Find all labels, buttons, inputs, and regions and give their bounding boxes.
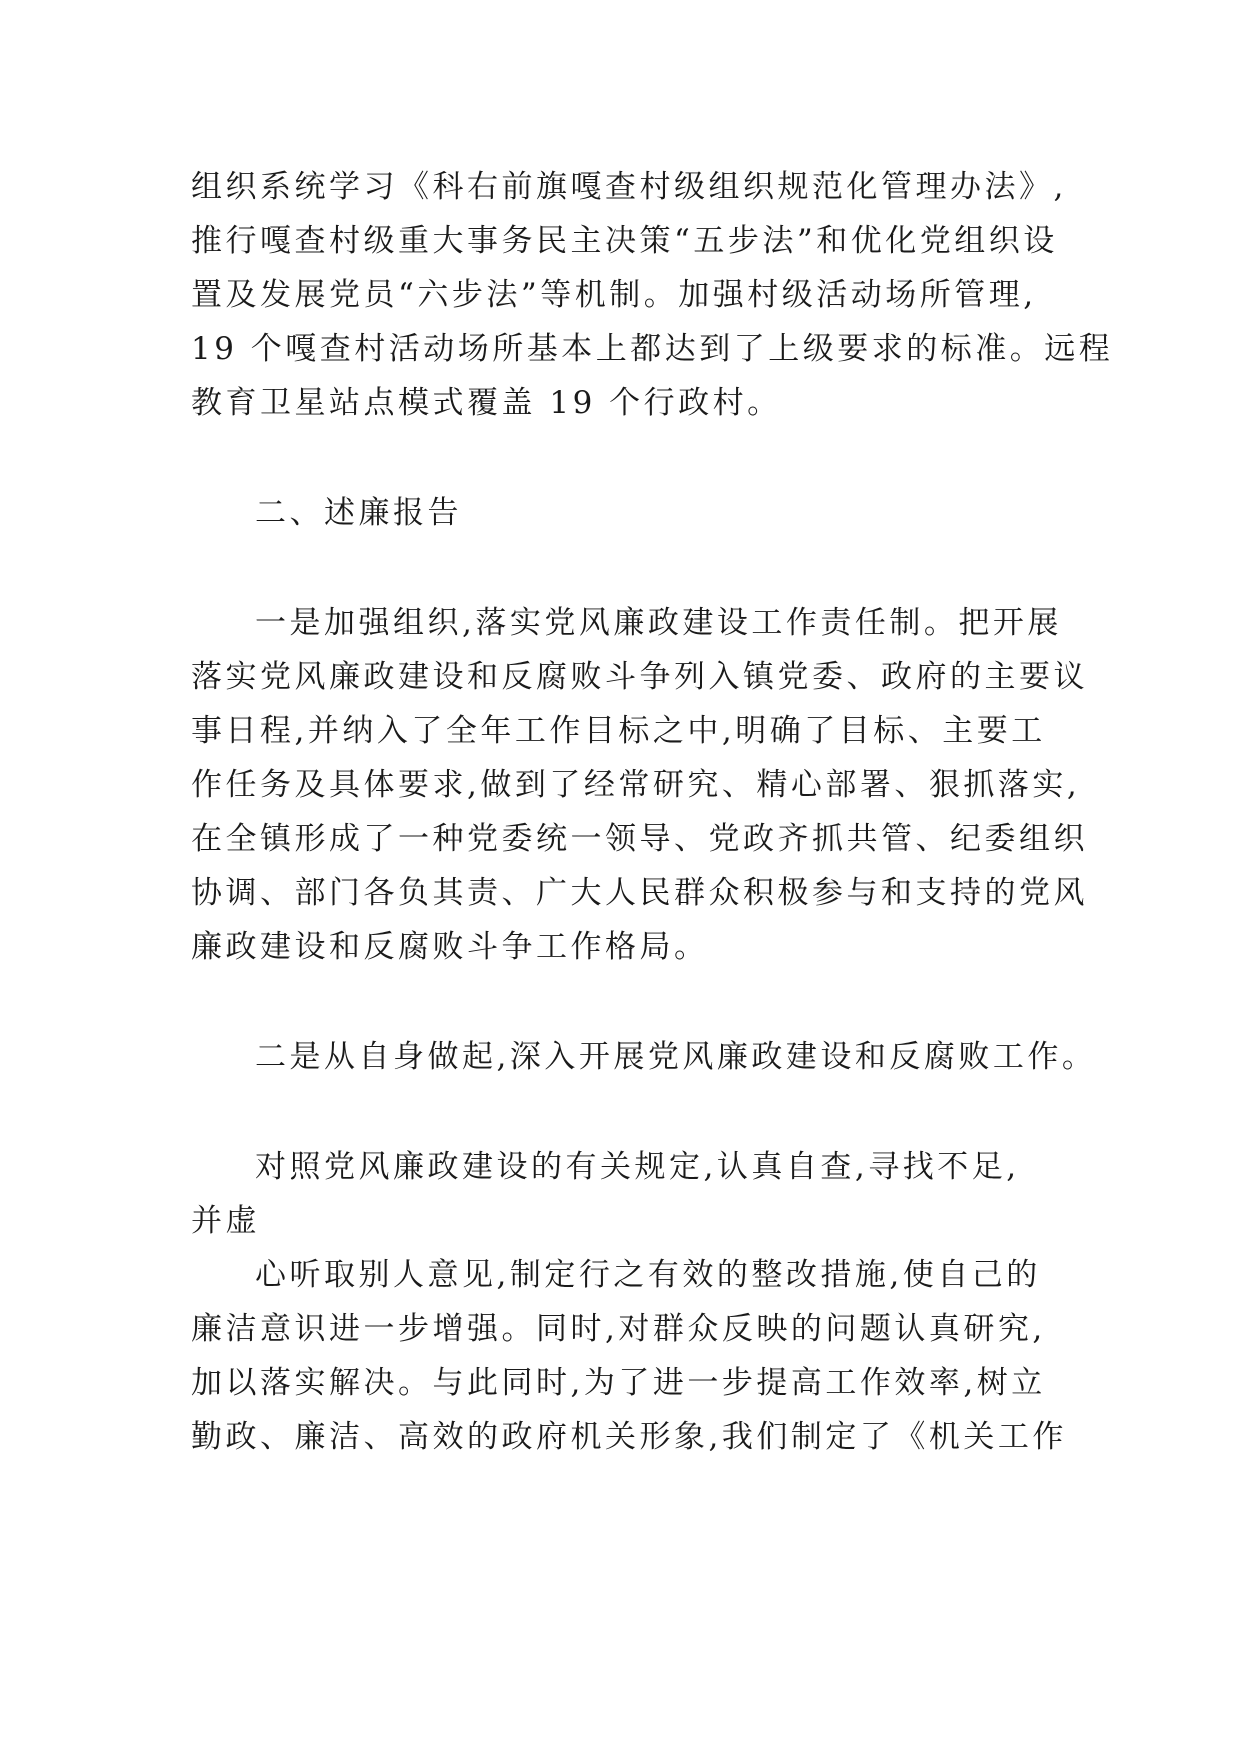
- text-line: 推行嘎查村级重大事务民主决策“五步法”和优化党组织设: [191, 223, 1058, 259]
- text-line: 作任务及具体要求,做到了经常研究、精心部署、狠抓落实,: [191, 767, 1081, 803]
- text-line: 一是加强组织,落实党风廉政建设工作责任制。把开展: [255, 605, 1062, 641]
- paragraph-5: [191, 1248, 1067, 1464]
- section-heading: [191, 486, 1061, 540]
- document-body: [191, 160, 1114, 1464]
- text-line: 事日程,并纳入了全年工作目标之中,明确了目标、主要工: [191, 713, 1046, 749]
- text-line: 二是从自身做起,深入开展党风廉政建设和反腐败工作。: [255, 1039, 1097, 1075]
- text-line: 廉洁意识进一步增强。同时,对群众反映的问题认真研究,: [191, 1311, 1046, 1347]
- paragraph-spacer: [191, 540, 1061, 596]
- text-line: 并虚: [191, 1203, 260, 1239]
- text-line: 19 个嘎查村活动场所基本上都达到了上级要求的标准。远程: [191, 331, 1114, 367]
- text-line: 教育卫星站点模式覆盖 19 个行政村。: [191, 385, 782, 421]
- text-line: 对照党风廉政建设的有关规定,认真自查,寻找不足,: [255, 1149, 1020, 1185]
- text-line: 廉政建设和反腐败斗争工作格局。: [191, 929, 709, 965]
- text-line: 置及发展党员“六步法”等机制。加强村级活动场所管理,: [191, 277, 1037, 313]
- paragraph-spacer: [191, 430, 1061, 486]
- text-line: 加以落实解决。与此同时,为了进一步提高工作效率,树立: [191, 1365, 1046, 1401]
- text-line: 协调、部门各负其责、广大人民群众积极参与和支持的党风: [191, 875, 1088, 911]
- section-heading-text: 二、述廉报告: [255, 495, 462, 531]
- paragraph-2: [191, 596, 1088, 974]
- paragraph-spacer: [191, 1084, 1061, 1140]
- paragraph-1: [191, 160, 1114, 430]
- paragraph-4: [191, 1140, 1061, 1248]
- text-line: 勤政、廉洁、高效的政府机关形象,我们制定了《机关工作: [191, 1419, 1067, 1455]
- text-line: 心听取别人意见,制定行之有效的整改措施,使自己的: [255, 1257, 1041, 1293]
- text-line: 落实党风廉政建设和反腐败斗争列入镇党委、政府的主要议: [191, 659, 1088, 695]
- paragraph-spacer: [191, 974, 1061, 1030]
- paragraph-3: [191, 1030, 1097, 1084]
- text-line: 组织系统学习《科右前旗嘎查村级组织规范化管理办法》,: [191, 169, 1067, 205]
- text-line: 在全镇形成了一种党委统一领导、党政齐抓共管、纪委组织: [191, 821, 1088, 857]
